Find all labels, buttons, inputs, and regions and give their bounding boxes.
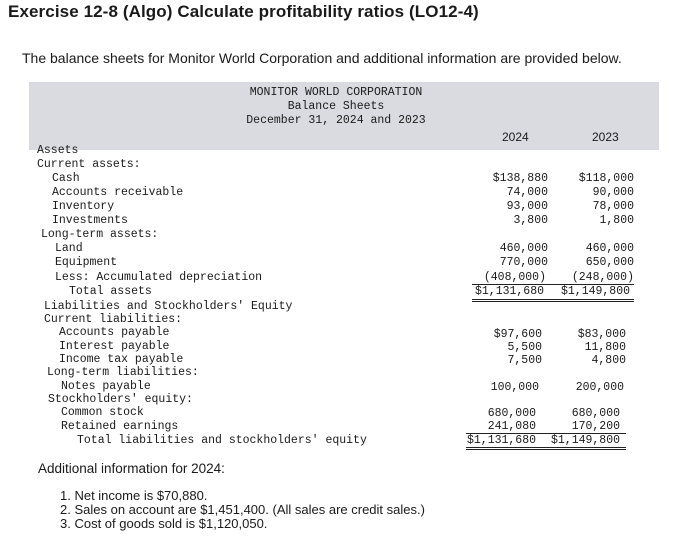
additional-info-list (60, 489, 425, 531)
row-label: Investments (52, 214, 128, 227)
value-2024: 74,000 (506, 186, 548, 199)
list-item: 3. Cost of goods sold is $1,120,050. (60, 516, 268, 531)
list-item: 2. Sales on account are $1,451,400. (All sales are credit sales.) (60, 502, 425, 517)
value-2023: 11,800 (584, 341, 626, 354)
value-2023: 170,200 (571, 420, 620, 433)
additional-info-heading: Additional information for 2024: (38, 461, 225, 476)
value-2023: 90,000 (592, 186, 634, 199)
row-label: Liabilities and Stockholders' Equity (44, 300, 293, 313)
row-label: Long-term assets: (41, 228, 159, 241)
row-label: Assets (37, 144, 79, 157)
row-label: Accounts payable (59, 326, 170, 339)
value-2024: 460,000 (499, 242, 548, 255)
row-label: Total liabilities and stockholders' equity (77, 434, 367, 447)
value-2024: (408,000) (483, 271, 546, 284)
page-title: Exercise 12-8 (Algo) Calculate profitability ratios (LO12-4) (8, 2, 479, 21)
value-2024: 770,000 (499, 256, 548, 269)
row-label: Interest payable (59, 340, 170, 353)
list-item: 1. Net income is $70,880. (60, 488, 208, 503)
row-label: Retained earnings (61, 420, 179, 433)
value-2023: 78,000 (592, 200, 634, 213)
value-2024: 5,500 (507, 341, 542, 354)
value-2024: $97,600 (493, 328, 542, 341)
row-label: Common stock (61, 406, 144, 419)
row-label: Current liabilities: (44, 313, 183, 326)
value-2024: 7,500 (507, 354, 542, 367)
value-2023: 650,000 (585, 256, 634, 269)
total-double-rule (466, 447, 626, 448)
company-name: MONITOR WORLD CORPORATION (249, 86, 423, 99)
value-2024: 93,000 (506, 200, 548, 213)
value-2023: $1,149,800 (550, 434, 620, 447)
row-label: Inventory (52, 200, 115, 213)
value-2024: $1,131,680 (466, 434, 536, 447)
row-label: Land (55, 242, 83, 255)
row-label: Accounts receivable (52, 186, 184, 199)
statement-name: Balance Sheets (287, 100, 385, 113)
statement-date: December 31, 2024 and 2023 (246, 114, 426, 127)
row-label: Long-term liabilities: (47, 366, 199, 379)
row-label: Stockholders' equity: (48, 393, 193, 406)
value-2023: 200,000 (575, 381, 624, 394)
subtotal-rule (466, 433, 626, 434)
value-2023: $1,149,800 (560, 285, 630, 298)
balance-sheet-title (230, 86, 442, 128)
year-2023-header: 2023 (592, 130, 619, 144)
value-2023: (248,000) (571, 271, 634, 284)
value-2024: $138,880 (492, 172, 548, 185)
intro-text: The balance sheets for Monitor World Corporation and additional information are provided below. (22, 50, 622, 66)
subtotal-rule (472, 284, 634, 285)
value-2023: $83,000 (577, 328, 626, 341)
value-2024: 241,080 (487, 420, 536, 433)
row-label: Income tax payable (59, 353, 184, 366)
row-label: Cash (52, 172, 80, 185)
value-2024: 100,000 (490, 381, 539, 394)
year-2024-header: 2024 (502, 130, 529, 144)
value-2024: 3,800 (513, 214, 548, 227)
total-double-rule (472, 299, 634, 300)
value-2023: 680,000 (571, 407, 620, 420)
row-label: Current assets: (37, 158, 141, 171)
row-label: Notes payable (61, 380, 151, 393)
total-double-rule (472, 301, 634, 302)
row-label: Total assets (69, 285, 152, 298)
value-2023: $118,000 (578, 172, 634, 185)
row-label: Less: Accumulated depreciation (55, 271, 263, 284)
total-double-rule (466, 449, 626, 450)
value-2023: 460,000 (585, 242, 634, 255)
value-2024: 680,000 (487, 407, 536, 420)
value-2023: 1,800 (599, 214, 634, 227)
value-2024: $1,131,680 (474, 285, 544, 298)
value-2023: 4,800 (591, 354, 626, 367)
row-label: Equipment (55, 256, 118, 269)
